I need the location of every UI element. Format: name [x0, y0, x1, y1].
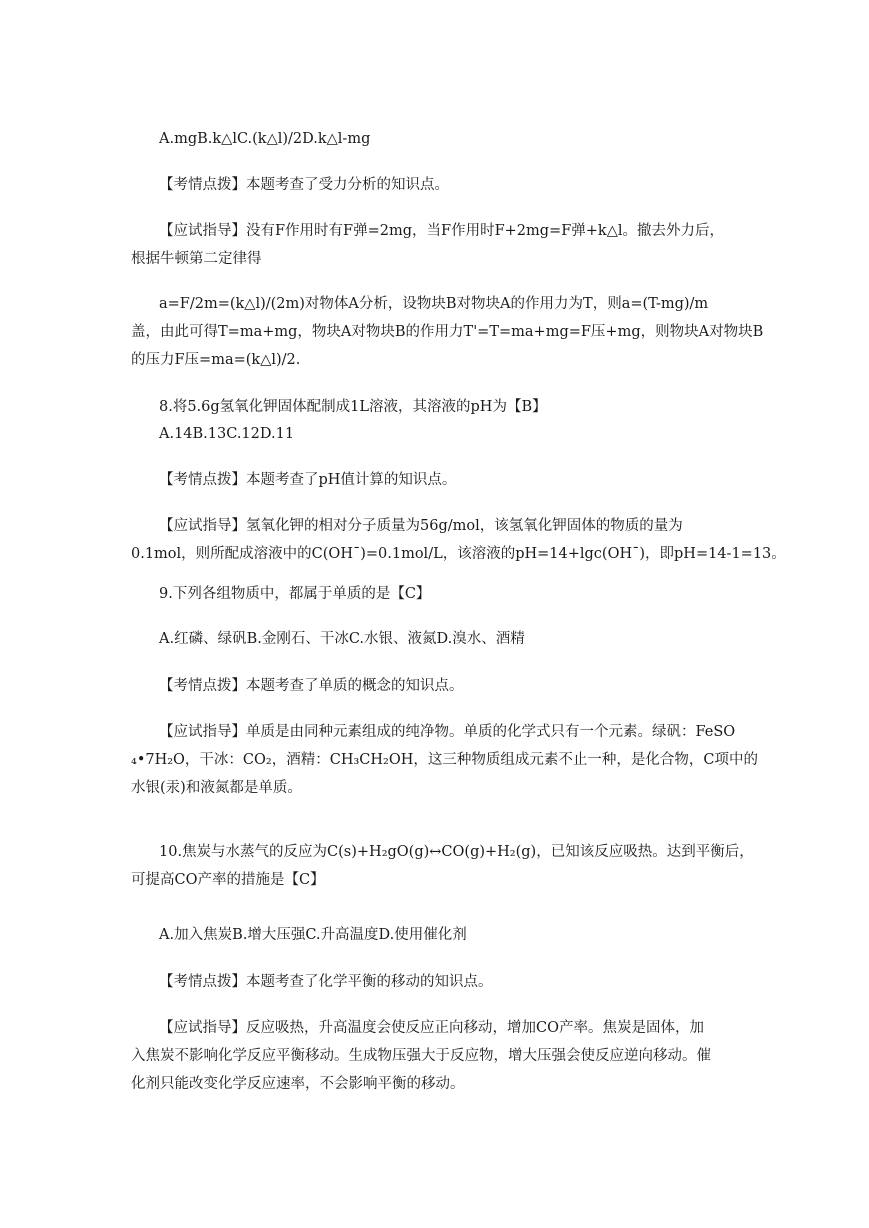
- text-line: A.红磷、绿矾B.金刚石、干冰C.水银、液氮D.溴水、酒精: [159, 631, 525, 647]
- text-line: 盖，由此可得T=ma+mg，物块A对物块B的作用力T'=T=ma+mg=F压+mg，则物块A对物块B: [131, 324, 764, 340]
- text-line: 【应试指导】氢氧化钾的相对分子质量为56g/mol，该氢氧化钾固体的物质的量为: [159, 518, 683, 534]
- text-line: ₄•7H₂O，干冰：CO₂，酒精：CH₃CH₂OH，这三种物质组成元素不止一种，是化合物，C项中的: [131, 752, 758, 768]
- exam-point-q9: [131, 672, 769, 700]
- text-line: 【考情点拨】本题考查了受力分析的知识点。: [159, 177, 449, 193]
- exam-point-q8: [131, 466, 769, 494]
- text-line: A.加入焦炭B.增大压强C.升高温度D.使用催化剂: [159, 927, 467, 943]
- guidance-q8: [131, 512, 786, 568]
- text-line: 【应试指导】单质是由同种元素组成的纯净物。单质的化学式只有一个元素。绿矾：FeSO: [159, 724, 736, 740]
- text-line: 水银(汞)和液氮都是单质。: [131, 780, 302, 796]
- answer-options-q9: [131, 625, 769, 653]
- question-10: [131, 838, 754, 894]
- question-9: [131, 580, 769, 608]
- question-8: [131, 393, 769, 421]
- text-line: A.mgB.k△lC.(k△l)/2D.k△l-mg: [159, 131, 371, 147]
- text-line: A.14B.13C.12D.11: [159, 426, 295, 442]
- text-line: 根据牛顿第二定律得: [131, 251, 262, 267]
- guidance-q7: [131, 217, 741, 273]
- exam-point-q7: [131, 171, 769, 199]
- answer-options-q8: [131, 420, 769, 448]
- text-line: 【考情点拨】本题考查了化学平衡的移动的知识点。: [159, 974, 493, 990]
- text-line: 的压力F压=ma=(k△l)/2.: [131, 352, 301, 368]
- answer-options-q10: [131, 921, 769, 949]
- text-line: 【应试指导】没有F作用时有F弹=2mg，当F作用时F+2mg=F弹+k△l。撤去外力后，: [159, 223, 724, 239]
- exam-point-q10: [131, 968, 769, 996]
- text-line: 【考情点拨】本题考查了pH值计算的知识点。: [159, 472, 457, 488]
- text-line: 8.将5.6g氢氧化钾固体配制成1L溶液，其溶液的pH为【B】: [159, 399, 547, 415]
- text-line: 9.下列各组物质中，都属于单质的是【C】: [159, 586, 431, 602]
- text-line: 入焦炭不影响化学反应平衡移动。生成物压强大于反应物，增大压强会使反应逆向移动。催: [131, 1048, 711, 1064]
- text-line: 【应试指导】反应吸热，升高温度会使反应正向移动，增加CO产率。焦炭是固体，加: [159, 1020, 704, 1036]
- answer-options-q7: [131, 125, 769, 153]
- text-line: 【考情点拨】本题考查了单质的概念的知识点。: [159, 678, 464, 694]
- guidance-q10: [131, 1014, 741, 1098]
- guidance-q7-continued: [131, 290, 764, 374]
- text-line: 10.焦炭与水蒸气的反应为C(s)+H₂gO(g)↔CO(g)+H₂(g)，已知该反应吸热。达到平衡后，: [159, 844, 754, 860]
- guidance-q9: [131, 718, 758, 802]
- text-line: 可提高CO产率的措施是【C】: [131, 872, 325, 888]
- text-line: 0.1mol，则所配成溶液中的C(OH¯)=0.1mol/L，该溶液的pH=14+lgc(OH¯)，即pH=14-1=13。: [131, 546, 786, 562]
- text-line: 化剂只能改变化学反应速率，不会影响平衡的移动。: [131, 1076, 465, 1092]
- text-line: a=F/2m=(k△l)/(2m)对物体A分析，设物块B对物块A的作用力为T，则a=(T-mg)/m: [159, 296, 709, 312]
